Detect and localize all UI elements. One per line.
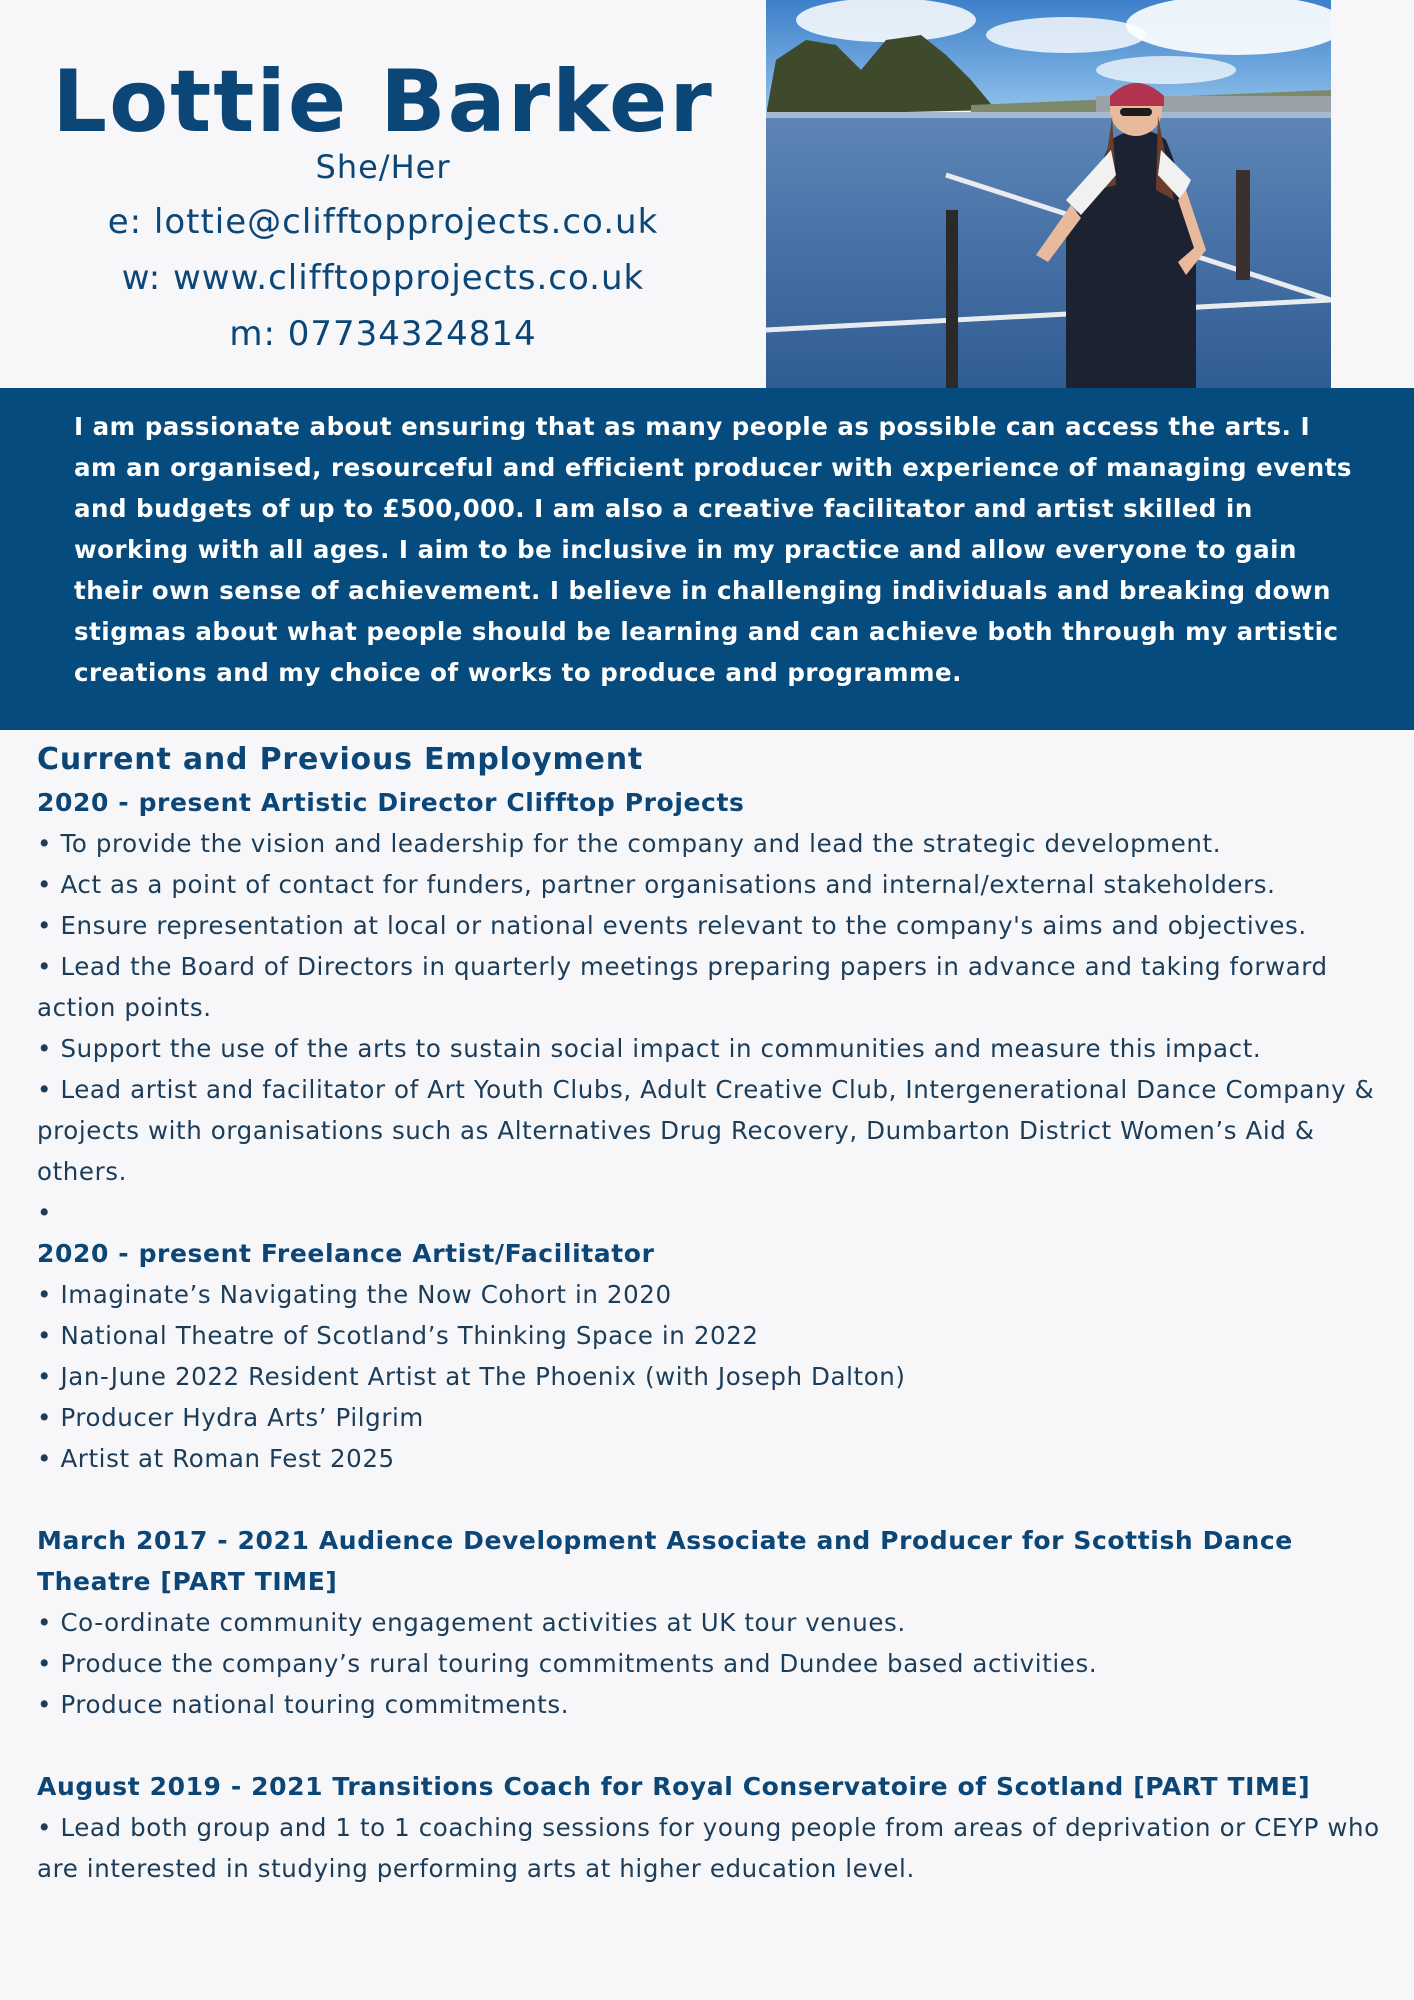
- list-item: •: [37, 1198, 53, 1227]
- section-title: Current and Previous Employment: [37, 742, 643, 777]
- name-heading: Lottie Barker: [52, 52, 714, 152]
- job-title: March 2017 - 2021 Audience Development Associate and Producer for Scottish Dance Theatre [PART TIME]: [37, 1526, 1293, 1596]
- list-item: • Support the use of the arts to sustain social impact in communities and measure this impact.: [37, 1034, 1262, 1063]
- list-item: • To provide the vision and leadership for the company and lead the strategic development.: [37, 829, 1222, 858]
- list-item: • Lead artist and facilitator of Art Youth Clubs, Adult Creative Club, Intergenerational Dance Company & projects with organisations such as Alternatives Drug Recovery, Dumbarton District Women’s Aid & others.: [37, 1075, 1375, 1186]
- list-item: • Lead both group and 1 to 1 coaching sessions for young people from areas of deprivation or CEYP who are interested in studying performing arts at higher education level.: [37, 1813, 1380, 1883]
- website-contact: w: www.clifftopprojects.co.uk: [121, 258, 645, 298]
- list-item: • Co-ordinate community engagement activities at UK tour venues.: [37, 1608, 906, 1637]
- job-title: 2020 - present Freelance Artist/Facilitator: [37, 1239, 655, 1268]
- mobile-contact: m: 07734324814: [229, 314, 537, 354]
- list-item: • National Theatre of Scotland’s Thinking Space in 2022: [37, 1321, 759, 1350]
- photo-illustration: [766, 0, 1331, 388]
- pronouns: She/Her: [315, 148, 451, 186]
- list-item: • Produce national touring commitments.: [37, 1690, 570, 1719]
- list-item: • Artist at Roman Fest 2025: [37, 1444, 395, 1473]
- list-item: • Producer Hydra Arts’ Pilgrim: [37, 1403, 424, 1432]
- profile-photo: [766, 0, 1331, 388]
- job-title: 2020 - present Artistic Director Clifftop Projects: [37, 788, 745, 817]
- spacer: [37, 1725, 1387, 1766]
- list-item: • Produce the company’s rural touring commitments and Dundee based activities.: [37, 1649, 1098, 1678]
- header: [0, 0, 1414, 388]
- list-item: • Jan-June 2022 Resident Artist at The Phoenix (with Joseph Dalton): [37, 1362, 906, 1391]
- list-item: • Imaginate’s Navigating the Now Cohort in 2020: [37, 1280, 672, 1309]
- list-item: • Ensure representation at local or national events relevant to the company's aims and objectives.: [37, 911, 1307, 940]
- employment-section: [37, 736, 1387, 1889]
- list-item: • Act as a point of contact for funders, partner organisations and internal/external stakeholders.: [37, 870, 1276, 899]
- spacer: [37, 1479, 1387, 1520]
- list-item: • Lead the Board of Directors in quarterly meetings preparing papers in advance and taking forward action points.: [37, 952, 1328, 1022]
- intro-text: I am passionate about ensuring that as many people as possible can access the arts. I am an organised, resourceful and efficient producer with experience of managing events and budgets of up to £500,000. I am also a creative facilitator and artist skilled in working with all ages. I aim to be inclusive in my practice and allow everyone to gain their own sense of achievement. I believe in challenging individuals and breaking down stigmas about what people should be learning and can achieve both through my artistic creations and my choice of works to produce and programme.: [74, 412, 1353, 687]
- intro-banner: [0, 388, 1414, 730]
- job-title: August 2019 - 2021 Transitions Coach for Royal Conservatoire of Scotland [PART TIME]: [37, 1772, 1311, 1801]
- email-contact: e: lottie@clifftopprojects.co.uk: [107, 202, 659, 242]
